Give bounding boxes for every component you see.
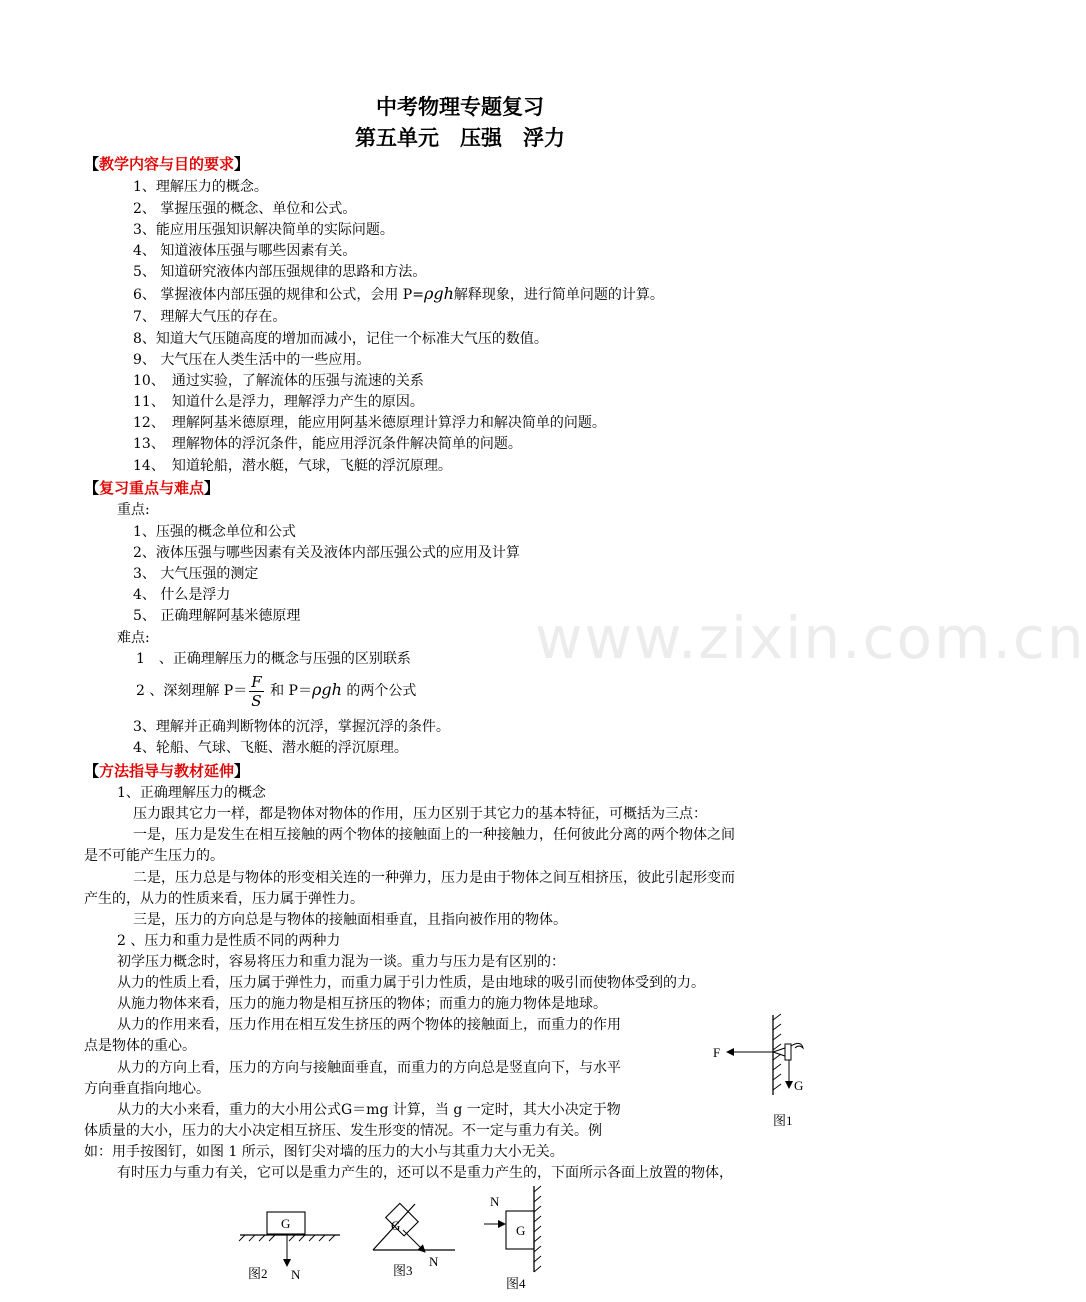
list-item: 1 、正确理解压力的概念与压强的区别联系 <box>136 651 411 667</box>
paragraph: 从力的方向上看，压力的方向与接触面垂直，而重力的方向总是竖直向下，与水平 <box>117 1060 621 1076</box>
figure-caption: 图2 <box>248 1266 268 1281</box>
paragraph: 产生的，从力的性质来看，压力属于弹性力。 <box>84 891 364 907</box>
list-item-text: 2 、深刻理解 P＝ <box>136 683 248 699</box>
bracket-right: 】 <box>234 155 250 173</box>
paragraph: 压力跟其它力一样，都是物体对物体的作用，压力区别于其它力的基本特征，可概括为三点： <box>133 806 707 822</box>
list-item: 4、 知道液体压强与哪些因素有关。 <box>133 243 357 259</box>
paragraph: 如：用手按图钉，如图 1 所示，图钉尖对墙的压力的大小与其重力大小无关。 <box>84 1144 564 1160</box>
list-item: 5、 正确理解阿基米德原理 <box>133 608 301 624</box>
fraction-denominator: S <box>251 691 262 710</box>
figure-3 <box>365 1200 465 1290</box>
paragraph-title: 2 、压力和重力是性质不同的两种力 <box>117 933 341 949</box>
list-item <box>133 284 664 305</box>
paragraph: 体质量的大小，压力的大小决定相互挤压、发生形变的情况。不一定与重力有关。例 <box>84 1123 602 1139</box>
paragraph-title: 1、正确理解压力的概念 <box>117 785 266 801</box>
figure-caption: 图3 <box>393 1263 413 1278</box>
list-item: 3、能应用压强知识解决简单的实际问题。 <box>133 222 394 238</box>
formula: ρgh <box>423 284 454 303</box>
list-item-text: 6、 掌握液体内部压强的规律和公式，会用 P= <box>133 287 424 303</box>
key-label: 重点: <box>117 502 150 518</box>
list-item: 4、轮船、气球、飞艇、潜水艇的浮沉原理。 <box>133 740 408 756</box>
section1-heading-text: 教学内容与目的要求 <box>99 155 235 173</box>
paragraph: 初学压力概念时，容易将压力和重力混为一谈。重力与压力是有区别的： <box>117 954 565 970</box>
list-item: 1、压强的概念单位和公式 <box>133 524 296 540</box>
bracket-right: 】 <box>204 479 220 497</box>
list-item: 4、 什么是浮力 <box>133 587 231 603</box>
list-item: 7、 理解大气压的存在。 <box>133 309 287 325</box>
label-n: N <box>490 1194 500 1209</box>
paragraph: 三是，压力的方向总是与物体的接触面相垂直，且指向被作用的物体。 <box>133 912 567 928</box>
paragraph: 点是物体的重心。 <box>84 1038 196 1054</box>
figure-4 <box>478 1184 558 1296</box>
list-item: 8、知道大气压随高度的增加而减小，记住一个标准大气压的数值。 <box>133 331 548 347</box>
label-g: G <box>281 1216 291 1231</box>
label-g: G <box>794 1078 804 1093</box>
watermark: www.zixin.com.cn <box>535 604 1086 672</box>
fraction-numerator: F <box>251 672 262 691</box>
paragraph: 一是，压力是发生在相互接触的两个物体的接触面上的一种接触力，任何彼此分离的两个物体之间 <box>133 827 735 843</box>
section3-heading <box>84 760 249 782</box>
list-item: 9、 大气压在人类生活中的一些应用。 <box>133 352 371 368</box>
list-item: 13、 理解物体的浮沉条件，能应用浮沉条件解决简单的问题。 <box>133 436 522 452</box>
list-item: 12、 理解阿基米德原理，能应用阿基米德原理计算浮力和解决简单的问题。 <box>133 415 606 431</box>
list-item-tail: 解释现象，进行简单问题的计算。 <box>453 287 664 303</box>
list-item-formula <box>136 670 416 711</box>
label-n: N <box>429 1254 439 1269</box>
formula: ρgh <box>311 680 342 699</box>
bracket-left: 【 <box>84 479 100 497</box>
pressure-arrow-n <box>403 1230 425 1252</box>
section1-heading <box>84 153 249 175</box>
bracket-right: 】 <box>234 762 250 780</box>
doc-title: 中考物理专题复习 <box>376 94 544 119</box>
wall-hatch <box>534 1186 541 1272</box>
paragraph: 从力的性质上看，压力属于弹性力，而重力属于引力性质，是由地球的吸引而使物体受到的力。 <box>117 975 705 991</box>
list-item: 5、 知道研究液体内部压强规律的思路和方法。 <box>133 264 427 280</box>
section3-heading-text: 方法指导与教材延伸 <box>99 762 235 780</box>
list-item: 11、 知道什么是浮力，理解浮力产生的原因。 <box>133 394 424 410</box>
label-g: G <box>516 1223 526 1238</box>
list-item: 3、理解并正确判断物体的沉浮，掌握沉浮的条件。 <box>133 719 450 735</box>
list-item: 14、 知道轮船，潜水艇，气球，飞艇的浮沉原理。 <box>133 458 452 474</box>
figure-1 <box>705 1010 825 1130</box>
section2-heading <box>84 477 219 499</box>
figure-caption: 图4 <box>506 1276 526 1291</box>
figure-caption: 图1 <box>773 1113 793 1128</box>
list-item-mid: 和 P＝ <box>265 683 312 699</box>
bracket-left: 【 <box>84 762 100 780</box>
list-item: 3、 大气压强的测定 <box>133 566 259 582</box>
paragraph: 方向垂直指向地心。 <box>84 1081 210 1097</box>
figure-2 <box>235 1200 345 1290</box>
hard-label: 难点: <box>117 630 150 646</box>
paragraph: 从施力物体来看，压力的施力物是相互挤压的物体；而重力的施力物体是地球。 <box>117 996 607 1012</box>
list-item: 2、 掌握压强的概念、单位和公式。 <box>133 201 357 217</box>
fraction <box>249 673 263 710</box>
paragraph: 是不可能产生压力的。 <box>84 848 224 864</box>
section2-heading-text: 复习重点与难点 <box>99 479 205 497</box>
list-item-tail: 的两个公式 <box>341 683 417 699</box>
list-item: 2、液体压强与哪些因素有关及液体内部压强公式的应用及计算 <box>133 545 520 561</box>
doc-subtitle: 第五单元 压强 浮力 <box>355 125 565 150</box>
finger-icon <box>791 1043 803 1048</box>
paragraph: 从力的大小来看，重力的大小用公式G＝mg 计算，当 g 一定时，其大小决定于物 <box>117 1102 621 1118</box>
label-f: F <box>713 1045 721 1060</box>
label-n: N <box>291 1267 301 1282</box>
list-item: 1、理解压力的概念。 <box>133 179 268 195</box>
bracket-left: 【 <box>84 155 100 173</box>
paragraph: 有时压力与重力有关，它可以是重力产生的，还可以不是重力产生的，下面所示各面上放置的物体， <box>117 1165 733 1181</box>
paragraph: 从力的作用来看，压力作用在相互发生挤压的两个物体的接触面上，而重力的作用 <box>117 1017 621 1033</box>
label-g: G <box>391 1218 401 1233</box>
list-item: 10、 通过实验，了解流体的压强与流速的关系 <box>133 373 424 389</box>
paragraph: 二是，压力总是与物体的形变相关连的一种弹力，压力是由于物体之间互相挤压，彼此引起形变而 <box>133 870 735 886</box>
